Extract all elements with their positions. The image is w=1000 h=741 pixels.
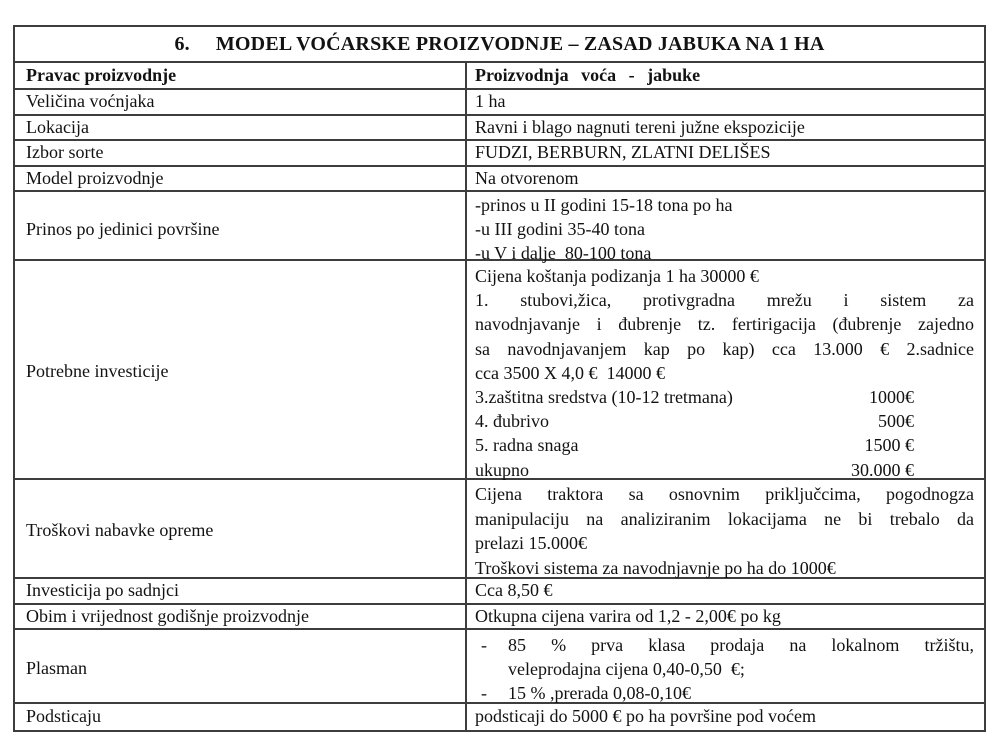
bullet-dash: - bbox=[481, 683, 487, 703]
row-label: Plasman bbox=[26, 657, 87, 678]
invest-para-line-3: sa navodnjavanjem kap po kap) cca 13.000 € 2.sadnice bbox=[475, 338, 974, 359]
row-value bbox=[465, 630, 984, 706]
row-value bbox=[465, 480, 984, 581]
row-label: Potrebne investicije bbox=[26, 361, 169, 382]
bullet-text bbox=[508, 633, 974, 681]
oprema-para-line-3: prelazi 15.000€ bbox=[475, 533, 587, 553]
oprema-para-line-2: manipulaciju na analiziranim lokacijama ne bi trebalo da bbox=[475, 508, 974, 529]
row-izbor-sorte bbox=[15, 141, 984, 167]
table-title bbox=[15, 27, 984, 56]
table-title-text: MODEL VOĆARSKE PROIZVODNJE – ZASAD JABUKA NA 1 HA bbox=[215, 33, 825, 55]
table-title-row bbox=[15, 27, 984, 63]
row-value: podsticaji do 5000 € po ha površine pod voćem bbox=[465, 704, 984, 730]
invest-item-label: 3.zaštitna sredstva (10-12 tretmana) bbox=[475, 387, 733, 408]
row-investicija-po-sadnici bbox=[15, 579, 984, 605]
invest-item-1 bbox=[475, 385, 974, 409]
header-left: Pravac proizvodnje bbox=[26, 65, 177, 85]
production-model-table bbox=[13, 25, 986, 732]
bullet-dash: - bbox=[481, 635, 487, 655]
table-title-number: 6. bbox=[174, 33, 190, 55]
row-podsticaji bbox=[15, 704, 984, 730]
header-right: Proizvodnja voća - jabuke bbox=[465, 63, 984, 88]
row-label: Lokacija bbox=[26, 116, 89, 137]
invest-item-label: 4. đubrivo bbox=[475, 411, 549, 432]
invest-item-total bbox=[475, 458, 974, 482]
invest-item-amount: 30.000 € bbox=[851, 459, 914, 480]
invest-para-line-2: navodnjavanje i đubrenje tz. fertirigacija (đubrenje zajedno bbox=[475, 314, 974, 335]
row-value: Ravni i blago nagnuti tereni južne ekspozicije bbox=[465, 116, 984, 140]
row-value: 1 ha bbox=[465, 90, 984, 114]
row-label: Podsticaju bbox=[26, 706, 101, 727]
prinos-line-2: -u III godini 35-40 tona bbox=[475, 219, 645, 239]
row-plasman bbox=[15, 630, 984, 704]
row-obim-vrijednost bbox=[15, 605, 984, 631]
row-label: Model proizvodnje bbox=[26, 167, 164, 188]
invest-intro: Cijena koštanja podizanja 1 ha 30000 € bbox=[475, 266, 759, 286]
table-header-row bbox=[15, 63, 984, 90]
oprema-extra-line: Troškovi sistema za navodnjavnje po ha do 1000€ bbox=[475, 557, 836, 578]
plasman-b1-line-1: 85 % prva klasa prodaja na lokalnom tržištu, bbox=[508, 635, 974, 655]
row-model-proizvodnje bbox=[15, 167, 984, 193]
row-value: Na otvorenom bbox=[465, 167, 984, 191]
oprema-para-line-1: Cijena traktora sa osnovnim priključcima, pogodnogza bbox=[475, 484, 974, 504]
invest-item-3 bbox=[475, 433, 974, 457]
row-label: Prinos po jedinici površine bbox=[26, 218, 220, 239]
prinos-line-1: -prinos u II godini 15-18 tona po ha bbox=[475, 195, 733, 215]
invest-item-label: ukupno bbox=[475, 459, 529, 480]
prinos-line-3: -u V i dalje 80-100 tona bbox=[475, 243, 652, 263]
invest-item-label: 5. radna snaga bbox=[475, 435, 579, 456]
row-value: FUDZI, BERBURN, ZLATNI DELIŠES bbox=[465, 141, 984, 165]
bullet-text bbox=[508, 681, 974, 705]
row-label: Troškovi nabavke opreme bbox=[26, 520, 214, 540]
invest-item-2 bbox=[475, 409, 974, 433]
row-troskovi-opreme bbox=[15, 480, 984, 579]
invest-para-line-1: 1. stubovi,žica, protivgradna mrežu i sistem za bbox=[475, 290, 974, 311]
plasman-b1-line-2: veleprodajna cijena 0,40-0,50 €; bbox=[508, 659, 745, 679]
row-value bbox=[465, 261, 984, 483]
row-value: Otkupna cijena varira od 1,2 - 2,00€ po kg bbox=[465, 605, 984, 629]
row-label: Obim i vrijednost godišnje proizvodnje bbox=[26, 605, 309, 626]
row-value bbox=[465, 192, 984, 266]
plasman-b2-line-1: 15 % ,prerada 0,08-0,10€ bbox=[508, 683, 691, 703]
row-prinos bbox=[15, 192, 984, 261]
row-lokacija bbox=[15, 116, 984, 142]
invest-para-line-4: cca 3500 X 4,0 € 14000 € bbox=[475, 362, 665, 383]
row-potrebne-investicije bbox=[15, 261, 984, 480]
invest-item-amount: 1500 € bbox=[864, 435, 914, 456]
row-label: Izbor sorte bbox=[26, 142, 104, 163]
row-velicina-vocnjaka bbox=[15, 90, 984, 116]
plasman-bullet-1 bbox=[475, 633, 974, 681]
row-label: Veličina voćnjaka bbox=[26, 91, 155, 112]
invest-item-amount: 500€ bbox=[878, 411, 914, 432]
row-label: Investicija po sadnjci bbox=[26, 580, 179, 601]
plasman-bullet-2 bbox=[475, 681, 974, 705]
invest-item-amount: 1000€ bbox=[869, 387, 914, 408]
row-value: Cca 8,50 € bbox=[465, 579, 984, 603]
